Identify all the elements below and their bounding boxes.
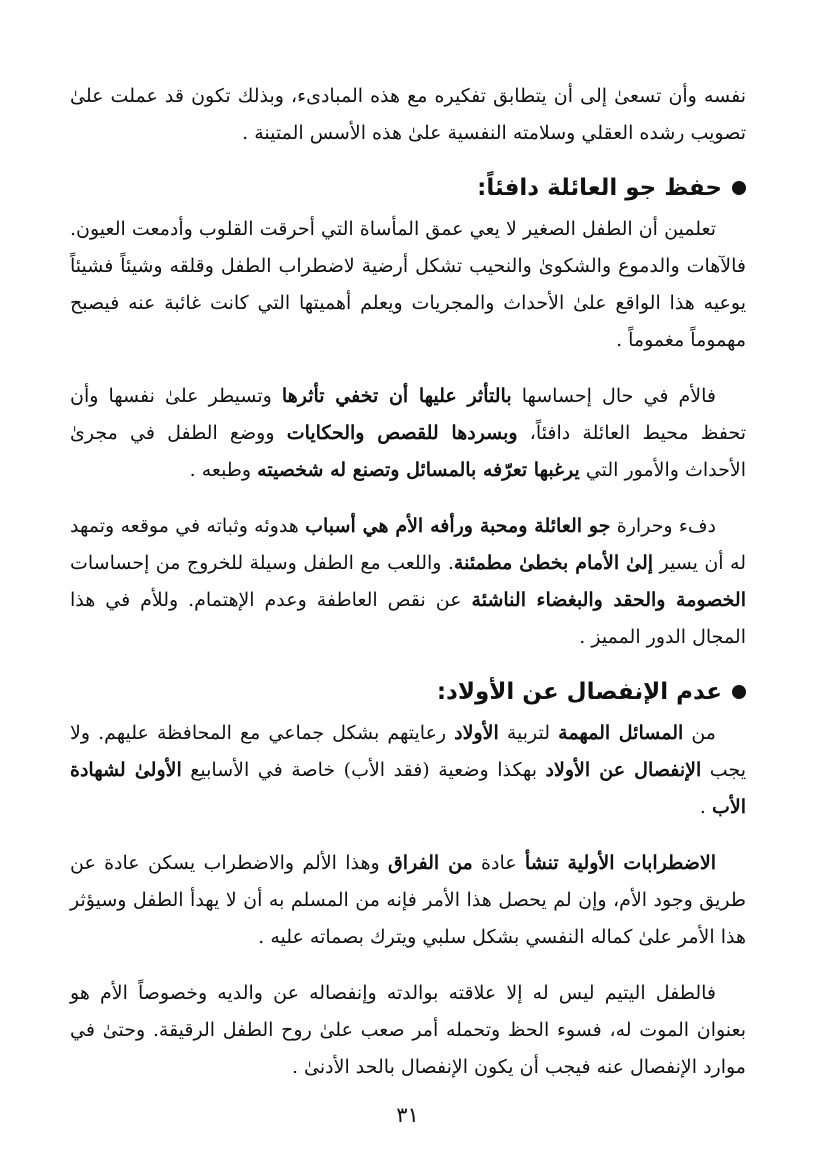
text-run: هدوئه وثباته في موقعه وتمهد له أن يسير xyxy=(70,515,746,574)
text-run: من xyxy=(683,722,716,744)
paragraph-family-warmth xyxy=(70,508,746,656)
bold-text-run: الاضطرابات الأولية تنشأ xyxy=(524,852,716,874)
text-run: بهكذا وضعية (فقد الأب) خاصة في الأسابيع xyxy=(181,759,546,781)
text-run: . واللعب مع الطفل وسيلة للخروج من إحساسات xyxy=(70,552,454,574)
bold-text-run: الأولىٰ لشهادة الأب xyxy=(70,759,746,818)
text-run: وتسيطر علىٰ نفسها وأن تحفظ محيط العائلة دافئاً، xyxy=(70,385,747,444)
bold-text-run: الأولاد xyxy=(454,722,499,744)
bold-text-run: يرغبها تعرّفه بالمسائل وتصنع له شخصيته xyxy=(257,459,580,481)
bold-text-run: جو العائلة ومحبة ورأفه الأم هي أسباب xyxy=(305,515,611,537)
bold-text-run: إلىٰ الأمام بخطىٰ مطمئنة xyxy=(453,552,654,574)
page-number: ٣١ xyxy=(396,1103,419,1127)
bold-text-run: وبسردها للقصص والحكايات xyxy=(286,422,518,444)
text-run: وطبعه . xyxy=(189,459,258,481)
text-run: وهذا الألم والاضطراب يسكن عادة عن طريق وجود الأم، وإن لم يحصل هذا الأمر فإنه من المسلم به أن لا يهدأ الطفل وسيؤثر هذا الأمر علىٰ كماله النفسي بشكل سلبي ويترك بصماته عليه . xyxy=(70,852,746,948)
section-heading-text: حفظ جو العائلة دافئاً: xyxy=(477,175,722,201)
section-heading-text: عدم الإنفصال عن الأولاد: xyxy=(436,679,722,705)
section-heading-warm-family xyxy=(70,171,746,205)
bold-text-run: الخصومة والحقد والبغضاء الناشئة xyxy=(471,589,747,611)
text-run: رعايتهم بشكل جماعي مع المحافظة عليهم. ولا يجب xyxy=(70,722,747,781)
text-run: عادة xyxy=(472,852,525,874)
paragraph-child-awareness: تعلمين أن الطفل الصغير لا يعي عمق المأساة التي أحرقت القلوب وأدمعت العيون. فالآهات والدموع والشكوىٰ والنحيب تشكل أرضية لاضطراب الطفل وقلقه وشيئاً فشيئاً يوعيه هذا الواقع علىٰ الأحداث والمجريات ويعلم أهميتها التي كانت غائبة عنه فيصبح مهموماً مغموماً . xyxy=(70,218,746,351)
text-run: فالأم في حال إحساسها xyxy=(511,385,716,407)
intro-paragraph: نفسه وأن تسعىٰ إلى أن يتطابق تفكيره مع هذه المبادىء، وبذلك تكون قد عملت علىٰ تصويب رشده العقلي وسلامته النفسية علىٰ هذه الأسس المتينة . xyxy=(70,85,746,144)
page-body xyxy=(70,78,746,1105)
paragraph-raising-children xyxy=(70,715,746,826)
bold-text-run: بالتأثر عليها أن تخفي تأثرها xyxy=(281,385,512,407)
bullet-icon xyxy=(732,685,746,699)
text-run: دفء وحرارة xyxy=(610,515,716,537)
bold-text-run: من الفراق xyxy=(388,852,473,874)
bold-text-run: الإنفصال عن الأولاد xyxy=(545,759,702,781)
text-run: ووضع الطفل في مجرىٰ الأحداث والأمور التي xyxy=(70,422,746,481)
paragraph-mother-role xyxy=(70,378,746,489)
text-run: عن نقص العاطفة وعدم الإهتمام. وللأم في هذا المجال الدور المميز . xyxy=(70,589,746,648)
text-run: . xyxy=(699,796,712,818)
text-run: لتربية xyxy=(498,722,559,744)
bullet-icon xyxy=(732,181,746,195)
bold-text-run: المسائل المهمة xyxy=(558,722,684,744)
paragraph-initial-disturbances xyxy=(70,845,746,956)
paragraph-orphan-child: فالطفل اليتيم ليس له إلا علاقته بوالدته وإنفصاله عن والديه وخصوصاً الأم هو بعنوان الموت له، فسوء الحظ وتحمله أمر صعب علىٰ روح الطفل الرقيقة. وحتىٰ في موارد الإنفصال عنه فيجب أن يكون الإنفصال بالحد الأدنىٰ . xyxy=(70,982,746,1078)
section-heading-no-separation xyxy=(70,675,746,709)
